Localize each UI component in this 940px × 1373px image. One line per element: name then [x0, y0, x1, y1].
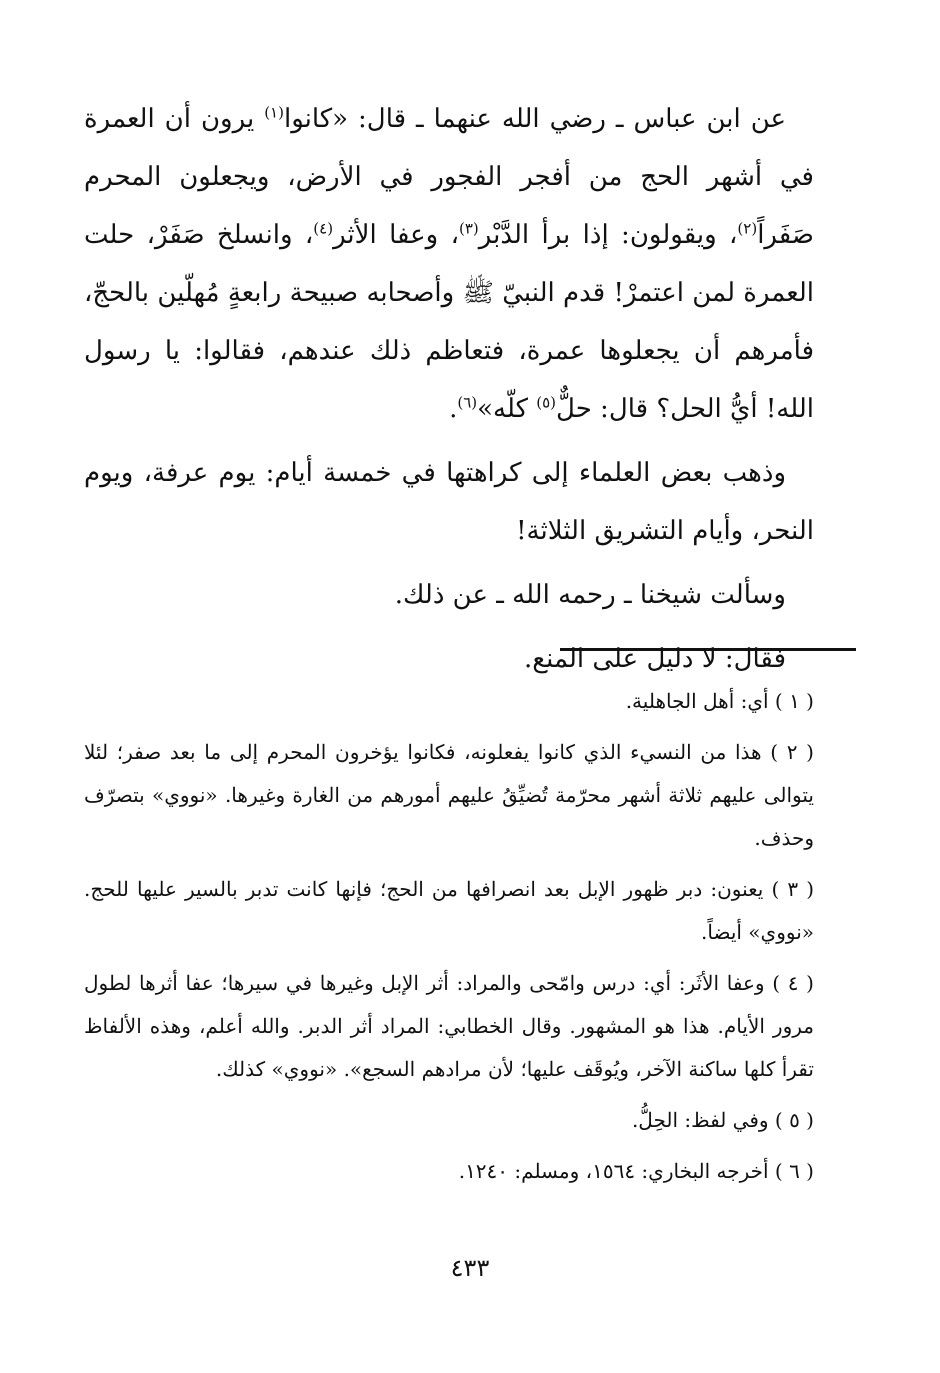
footnotes: [84, 680, 814, 1201]
footnote-6: ( ٦ ) أخرجه البخاري: ١٥٦٤، ومسلم: ١٢٤٠.: [458, 1159, 814, 1183]
footnote-4: ( ٤ ) وعفا الأثَر: أي: درس وامّحى والمراد: أثر الإبل وغيرها في سيرها؛ عفا أثرها لطول مرور الأيام. هذا هو المشهور. وقال الخطابي: المراد أثر الدبر. والله أعلم، وهذه الألفاظ تقرأ كلها ساكنة الآخر، ويُوقَف عليها؛ لأن مرادهم السجع». «نووي» كذلك.: [84, 971, 814, 1081]
footnote-marker: (٤): [313, 219, 334, 238]
hadith-text: عن ابن عباس ـ رضي الله عنهما ـ قال: «كانوا: [283, 104, 786, 134]
footnote-marker: (٦): [457, 393, 478, 412]
footnote-5: ( ٥ ) وفي لفظ: الحِلُّ.: [631, 1108, 814, 1132]
footnote-2: ( ٢ ) هذا من النسيء الذي كانوا يفعلونه، فكانوا يؤخرون المحرم إلى ما بعد صفر؛ لئلا يتوالى عليهم ثلاثة أشهر محرّمة تُضيِّقُ عليهم أمورهم من الغارة وغيرها. «نووي» بتصرّف وحذف.: [84, 740, 814, 850]
paragraph-question: وسألت شيخنا ـ رحمه الله ـ عن ذلك.: [394, 580, 786, 610]
footnote-3: ( ٣ ) يعنون: دبر ظهور الإبل بعد انصرافها من الحج؛ فإنها كانت تدبر بالسير عليها للحج. «نووي» أيضاً.: [84, 877, 815, 944]
paragraph-answer: فقال: لا دليل على المنع.: [524, 644, 786, 674]
hadith-text: ، وانسلخ صَفَرْ، حلت العمرة لمن اعتمرْ! قدم النبيّ ﷺ وأصحابه صبيحة رابعةٍ مُهلّين بالحجّ، فأمرهم أن يجعلوها عمرة، فتعاظم ذلك عندهم، فقالوا: يا رسول الله! أيُّ الحل؟ قال: حلٌّ: [84, 220, 814, 424]
hadith-text: كلّه»: [477, 394, 537, 424]
main-text: [84, 90, 814, 694]
footnote-marker: (٥): [536, 393, 557, 412]
footnote-1: ( ١ ) أي: أهل الجاهلية.: [625, 689, 814, 713]
hadith-text: يرون أن العمرة في أشهر الحج من أفجر الفجور في الأرض، ويجعلون المحرم صَفَراً: [84, 104, 814, 250]
hadith-text: ، وعفا الأثر: [333, 220, 459, 250]
paragraph-hadith: [84, 90, 814, 438]
footnote-separator: [560, 648, 856, 651]
paragraph-scholars: وذهب بعض العلماء إلى كراهتها في خمسة أيام: يوم عرفة، ويوم النحر، وأيام التشريق الثلاثة!: [84, 458, 814, 546]
hadith-text: .: [449, 394, 458, 424]
footnote-marker: (١): [264, 103, 284, 122]
hadith-text: ، ويقولون: إذا برأ الدَّبْر: [478, 220, 738, 250]
footnote-marker: (٢): [737, 219, 758, 238]
page-number: ٤٣٣: [450, 1254, 490, 1282]
footnote-marker: (٣): [458, 219, 479, 238]
